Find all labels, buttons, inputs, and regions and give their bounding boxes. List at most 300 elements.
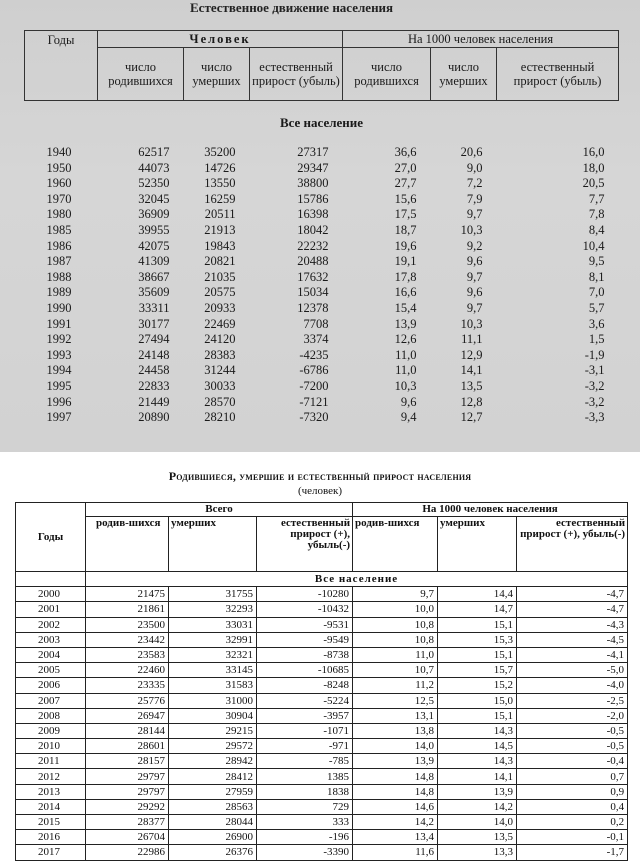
cell-rate-died: 9,6 <box>466 254 483 269</box>
cell-year: 1994 <box>46 363 72 378</box>
cell-year: 1987 <box>46 254 72 269</box>
cell-growth: 12378 <box>297 300 329 315</box>
col-years-header: Годы <box>25 31 98 101</box>
cell-rate-died: 9,7 <box>466 300 483 315</box>
col-growth-header: естественный прирост (+), убыль(-) <box>257 517 353 572</box>
col-born-header: родив-шихся <box>86 517 169 572</box>
cell-growth: 27317 <box>297 145 329 159</box>
cell-died: 30033 <box>204 378 236 393</box>
table-row <box>16 617 628 632</box>
cell-rate-born: 11,0 <box>395 363 417 378</box>
cell-growth: -10685 <box>257 663 353 678</box>
cell-born: 42075 <box>138 238 170 253</box>
cell-year: 2012 <box>16 769 86 784</box>
cell-rate-died: 9,0 <box>466 160 483 175</box>
cell-rate-died: 15,2 <box>438 678 517 693</box>
cell-rate-born: 14,6 <box>353 799 438 814</box>
cell-growth: -7320 <box>299 410 329 425</box>
cell-rate-died: 7,2 <box>466 176 483 191</box>
scan-title: Естественное движение населения <box>190 0 394 15</box>
section-label: Все население <box>279 115 364 130</box>
cell-born: 23500 <box>86 617 169 632</box>
table-row <box>25 161 619 177</box>
cell-rate-born: 9,4 <box>400 410 417 425</box>
cell-rate-growth: -4,3 <box>517 617 628 632</box>
table-row <box>16 632 628 647</box>
cell-born: 26704 <box>86 830 169 845</box>
col-rate-growth-header: естественный прирост (убыль) <box>497 48 619 101</box>
table-row <box>25 207 619 223</box>
cell-year: 2002 <box>16 617 86 632</box>
cell-year: 2008 <box>16 708 86 723</box>
cell-growth: -3390 <box>257 845 353 860</box>
cell-born: 26947 <box>86 708 169 723</box>
historical-table <box>24 30 619 426</box>
cell-died: 32991 <box>169 632 257 647</box>
cell-rate-growth: 16,0 <box>582 145 605 159</box>
cell-rate-died: 14,2 <box>438 799 517 814</box>
col-rate-born-header: число родившихся <box>343 48 431 101</box>
cell-rate-growth: 1,5 <box>588 332 605 347</box>
table-row <box>25 239 619 255</box>
cell-rate-born: 19,1 <box>394 254 417 269</box>
cell-rate-born: 11,0 <box>395 347 417 362</box>
cell-year: 2006 <box>16 678 86 693</box>
cell-rate-born: 13,4 <box>353 830 438 845</box>
cell-born: 44073 <box>138 160 170 175</box>
cell-born: 28377 <box>86 815 169 830</box>
table-subtitle: (человек) <box>297 485 343 497</box>
cell-rate-died: 15,0 <box>438 693 517 708</box>
cell-born: 62517 <box>138 145 170 159</box>
col-died-header: умерших <box>169 517 257 572</box>
cell-died: 28942 <box>169 754 257 769</box>
cell-died: 20821 <box>204 254 236 269</box>
table-row <box>16 602 628 617</box>
cell-rate-growth: 0,2 <box>517 815 628 830</box>
cell-rate-growth: 0,7 <box>517 769 628 784</box>
cell-rate-growth: -0,1 <box>517 830 628 845</box>
cell-born: 52350 <box>138 176 170 191</box>
cell-rate-born: 10,8 <box>353 632 438 647</box>
cell-rate-died: 13,3 <box>438 845 517 860</box>
cell-rate-growth: 8,4 <box>588 222 605 237</box>
cell-died: 16259 <box>204 191 236 206</box>
cell-rate-growth: -4,5 <box>517 632 628 647</box>
cell-born: 25776 <box>86 693 169 708</box>
cell-rate-born: 14,2 <box>353 815 438 830</box>
cell-rate-born: 19,6 <box>394 238 417 253</box>
table-row <box>16 723 628 738</box>
cell-died: 27959 <box>169 784 257 799</box>
cell-growth: 16398 <box>297 207 329 222</box>
cell-growth: 729 <box>257 799 353 814</box>
group-people-header: Человек <box>98 31 343 48</box>
cell-year: 1960 <box>46 176 72 191</box>
cell-rate-growth: 0,9 <box>517 784 628 799</box>
cell-rate-died: 9,6 <box>466 285 483 300</box>
table-row <box>25 285 619 301</box>
modern-table-section <box>0 452 640 864</box>
col-rate-born-header: родив-шихся <box>353 517 438 572</box>
cell-rate-born: 10,0 <box>353 602 438 617</box>
cell-died: 28383 <box>204 347 236 362</box>
cell-born: 22986 <box>86 845 169 860</box>
cell-year: 2011 <box>16 754 86 769</box>
cell-rate-died: 9,2 <box>466 238 483 253</box>
cell-rate-growth: -1,7 <box>517 845 628 860</box>
cell-died: 32321 <box>169 647 257 662</box>
cell-rate-born: 10,8 <box>353 617 438 632</box>
cell-died: 26900 <box>169 830 257 845</box>
cell-year: 1989 <box>46 285 72 300</box>
cell-rate-died: 14,1 <box>460 363 483 378</box>
cell-died: 28210 <box>204 410 236 425</box>
cell-rate-died: 13,5 <box>460 378 483 393</box>
cell-born: 24458 <box>138 363 170 378</box>
cell-died: 26376 <box>169 845 257 860</box>
cell-rate-growth: 10,4 <box>582 238 605 253</box>
cell-growth: 15034 <box>297 285 329 300</box>
cell-growth: 1385 <box>257 769 353 784</box>
cell-rate-born: 27,7 <box>394 176 417 191</box>
table-row <box>25 254 619 270</box>
cell-rate-died: 14,5 <box>438 739 517 754</box>
cell-born: 29797 <box>86 784 169 799</box>
cell-growth: -7200 <box>299 378 329 393</box>
cell-died: 28044 <box>169 815 257 830</box>
cell-rate-born: 10,7 <box>353 663 438 678</box>
cell-born: 27494 <box>138 332 170 347</box>
cell-growth: 38800 <box>297 176 329 191</box>
cell-rate-growth: 3,6 <box>588 316 605 331</box>
cell-rate-born: 27,0 <box>394 160 417 175</box>
cell-born: 41309 <box>138 254 170 269</box>
cell-rate-born: 14,8 <box>353 784 438 799</box>
cell-rate-died: 14,4 <box>438 587 517 602</box>
table-row <box>16 799 628 814</box>
table-title: Родившиеся, умершие и естественный прирост населения <box>168 469 472 483</box>
table-row <box>25 270 619 286</box>
cell-born: 30177 <box>138 316 170 331</box>
cell-rate-growth: -4,1 <box>517 647 628 662</box>
cell-rate-growth: -0,5 <box>517 739 628 754</box>
cell-rate-born: 10,3 <box>394 378 417 393</box>
cell-rate-died: 12,7 <box>460 410 483 425</box>
table-row <box>25 348 619 364</box>
cell-rate-died: 9,7 <box>466 207 483 222</box>
cell-rate-died: 14,3 <box>438 723 517 738</box>
cell-rate-growth: 9,5 <box>588 254 605 269</box>
cell-born: 24148 <box>138 347 170 362</box>
cell-rate-died: 12,9 <box>460 347 483 362</box>
cell-rate-born: 11,2 <box>353 678 438 693</box>
cell-died: 29572 <box>169 739 257 754</box>
cell-growth: 3374 <box>303 332 329 347</box>
cell-year: 1950 <box>46 160 72 175</box>
cell-rate-growth: 8,1 <box>588 269 605 284</box>
cell-rate-born: 11,0 <box>353 647 438 662</box>
cell-died: 33031 <box>169 617 257 632</box>
table-row <box>16 663 628 678</box>
table-row <box>25 223 619 239</box>
cell-growth: 29347 <box>297 160 329 175</box>
cell-died: 30904 <box>169 708 257 723</box>
cell-growth: -8738 <box>257 647 353 662</box>
cell-rate-died: 12,8 <box>460 394 483 409</box>
cell-died: 29215 <box>169 723 257 738</box>
cell-born: 21861 <box>86 602 169 617</box>
cell-rate-born: 11,6 <box>353 845 438 860</box>
cell-growth: 22232 <box>297 238 329 253</box>
cell-born: 35609 <box>138 285 170 300</box>
cell-rate-growth: -5,0 <box>517 663 628 678</box>
col-born-header: число родившихся <box>98 48 184 101</box>
cell-growth: -10280 <box>257 587 353 602</box>
cell-died: 20511 <box>204 207 236 222</box>
cell-growth: 333 <box>257 815 353 830</box>
cell-died: 14726 <box>204 160 236 175</box>
table-row <box>16 845 628 860</box>
cell-year: 2017 <box>16 845 86 860</box>
cell-growth: -8248 <box>257 678 353 693</box>
cell-rate-died: 14,7 <box>438 602 517 617</box>
cell-growth: -7121 <box>299 394 329 409</box>
cell-rate-growth: -4,7 <box>517 587 628 602</box>
cell-rate-born: 13,1 <box>353 708 438 723</box>
cell-rate-died: 15,3 <box>438 632 517 647</box>
cell-died: 31244 <box>204 363 236 378</box>
cell-year: 2009 <box>16 723 86 738</box>
cell-year: 1991 <box>46 316 72 331</box>
cell-rate-died: 13,9 <box>438 784 517 799</box>
cell-born: 36909 <box>138 207 170 222</box>
cell-growth: -10432 <box>257 602 353 617</box>
cell-growth: 15786 <box>297 191 329 206</box>
cell-rate-growth: -1,9 <box>584 347 605 362</box>
cell-rate-growth: 20,5 <box>582 176 605 191</box>
cell-rate-died: 14,1 <box>438 769 517 784</box>
cell-died: 20933 <box>204 300 236 315</box>
cell-rate-growth: -2,0 <box>517 708 628 723</box>
cell-growth: -196 <box>257 830 353 845</box>
cell-year: 2013 <box>16 784 86 799</box>
table-row <box>16 769 628 784</box>
cell-died: 32293 <box>169 602 257 617</box>
cell-year: 1990 <box>46 300 72 315</box>
cell-rate-died: 7,9 <box>466 191 483 206</box>
cell-died: 13550 <box>204 176 236 191</box>
cell-year: 1992 <box>46 332 72 347</box>
table-row <box>25 410 619 426</box>
cell-year: 2016 <box>16 830 86 845</box>
cell-died: 31755 <box>169 587 257 602</box>
table-row <box>16 587 628 602</box>
cell-growth: -971 <box>257 739 353 754</box>
cell-died: 28570 <box>204 394 236 409</box>
cell-rate-growth: -3,1 <box>584 363 605 378</box>
cell-growth: -3957 <box>257 708 353 723</box>
cell-rate-died: 15,7 <box>438 663 517 678</box>
cell-year: 1985 <box>46 222 72 237</box>
table-row <box>25 192 619 208</box>
cell-rate-died: 9,7 <box>466 269 483 284</box>
cell-year: 2010 <box>16 739 86 754</box>
cell-born: 29797 <box>86 769 169 784</box>
cell-growth: -785 <box>257 754 353 769</box>
cell-born: 29292 <box>86 799 169 814</box>
cell-rate-died: 20,6 <box>460 145 483 159</box>
cell-rate-born: 15,6 <box>394 191 417 206</box>
cell-rate-growth: -2,5 <box>517 693 628 708</box>
cell-growth: -4235 <box>299 347 329 362</box>
cell-rate-growth: 0,4 <box>517 799 628 814</box>
cell-died: 28412 <box>169 769 257 784</box>
cell-rate-died: 14,0 <box>438 815 517 830</box>
cell-rate-growth: -0,4 <box>517 754 628 769</box>
table-row <box>16 693 628 708</box>
table-row <box>25 317 619 333</box>
cell-rate-born: 9,6 <box>400 394 417 409</box>
cell-rate-growth: -4,7 <box>517 602 628 617</box>
cell-born: 21475 <box>86 587 169 602</box>
cell-rate-died: 13,5 <box>438 830 517 845</box>
cell-died: 21035 <box>204 269 236 284</box>
cell-died: 24120 <box>204 332 236 347</box>
cell-rate-died: 10,3 <box>460 316 483 331</box>
cell-died: 20575 <box>204 285 236 300</box>
cell-rate-growth: 7,8 <box>588 207 605 222</box>
cell-died: 21913 <box>204 222 236 237</box>
cell-rate-born: 18,7 <box>394 222 417 237</box>
cell-born: 28144 <box>86 723 169 738</box>
cell-year: 2004 <box>16 647 86 662</box>
cell-rate-born: 12,5 <box>353 693 438 708</box>
col-years-header: Годы <box>16 503 86 572</box>
cell-growth: 1838 <box>257 784 353 799</box>
cell-rate-born: 9,7 <box>353 587 438 602</box>
cell-born: 21449 <box>138 394 170 409</box>
cell-born: 20890 <box>138 410 170 425</box>
cell-rate-born: 12,6 <box>394 332 417 347</box>
cell-year: 2000 <box>16 587 86 602</box>
cell-rate-born: 14,0 <box>353 739 438 754</box>
cell-year: 2005 <box>16 663 86 678</box>
cell-died: 19843 <box>204 238 236 253</box>
col-growth-header: естественный прирост (убыль) <box>250 48 343 101</box>
cell-rate-growth: -0,5 <box>517 723 628 738</box>
col-rate-died-header: число умерших <box>431 48 497 101</box>
table-row <box>25 145 619 161</box>
cell-born: 33311 <box>138 300 170 315</box>
cell-year: 1993 <box>46 347 72 362</box>
cell-year: 2003 <box>16 632 86 647</box>
cell-year: 1980 <box>46 207 72 222</box>
cell-died: 31000 <box>169 693 257 708</box>
table-row <box>16 784 628 799</box>
cell-rate-died: 15,1 <box>438 617 517 632</box>
table-row <box>16 830 628 845</box>
table-row <box>25 395 619 411</box>
table-row <box>16 647 628 662</box>
cell-growth: 18042 <box>297 222 329 237</box>
cell-growth: -9549 <box>257 632 353 647</box>
cell-rate-growth: 18,0 <box>582 160 605 175</box>
cell-growth: -5224 <box>257 693 353 708</box>
cell-growth: -1071 <box>257 723 353 738</box>
cell-rate-growth: -3,3 <box>584 410 605 425</box>
table-row <box>16 754 628 769</box>
cell-year: 2007 <box>16 693 86 708</box>
modern-table <box>15 502 628 861</box>
cell-died: 31583 <box>169 678 257 693</box>
cell-died: 33145 <box>169 663 257 678</box>
cell-rate-born: 17,5 <box>394 207 417 222</box>
cell-rate-born: 13,8 <box>353 723 438 738</box>
cell-growth: -9531 <box>257 617 353 632</box>
cell-growth: 7708 <box>303 316 329 331</box>
col-died-header: число умерших <box>184 48 250 101</box>
table-row <box>16 708 628 723</box>
cell-born: 28601 <box>86 739 169 754</box>
cell-rate-died: 10,3 <box>460 222 483 237</box>
cell-born: 22460 <box>86 663 169 678</box>
cell-rate-died: 14,3 <box>438 754 517 769</box>
cell-rate-growth: -4,0 <box>517 678 628 693</box>
cell-born: 39955 <box>138 222 170 237</box>
cell-year: 1986 <box>46 238 72 253</box>
cell-rate-growth: -3,2 <box>584 378 605 393</box>
cell-year: 2015 <box>16 815 86 830</box>
cell-died: 35200 <box>204 145 236 159</box>
cell-year: 1988 <box>46 269 72 284</box>
table-row <box>25 379 619 395</box>
cell-rate-growth: 5,7 <box>588 300 605 315</box>
group-per1000-header: На 1000 человек населения <box>353 503 628 517</box>
col-rate-died-header: умерших <box>438 517 517 572</box>
table-row <box>16 739 628 754</box>
table-row <box>25 301 619 317</box>
cell-rate-born: 13,9 <box>394 316 417 331</box>
table-row <box>16 678 628 693</box>
cell-rate-growth: -3,2 <box>584 394 605 409</box>
cell-rate-born: 17,8 <box>394 269 417 284</box>
cell-born: 23442 <box>86 632 169 647</box>
cell-year: 1997 <box>46 410 72 425</box>
cell-born: 23335 <box>86 678 169 693</box>
cell-born: 32045 <box>138 191 170 206</box>
cell-year: 2001 <box>16 602 86 617</box>
cell-rate-growth: 7,0 <box>588 285 605 300</box>
cell-rate-born: 13,9 <box>353 754 438 769</box>
cell-growth: 20488 <box>297 254 329 269</box>
table-row <box>25 176 619 192</box>
cell-year: 1940 <box>46 145 72 159</box>
cell-rate-died: 11,1 <box>461 332 483 347</box>
col-rate-growth-header: естественный прирост (+), убыль(-) <box>517 517 628 572</box>
cell-year: 1996 <box>46 394 72 409</box>
cell-born: 22833 <box>138 378 170 393</box>
table-row <box>16 815 628 830</box>
cell-rate-born: 16,6 <box>394 285 417 300</box>
cell-rate-died: 15,1 <box>438 647 517 662</box>
cell-born: 23583 <box>86 647 169 662</box>
cell-rate-born: 15,4 <box>394 300 417 315</box>
cell-growth: -6786 <box>299 363 329 378</box>
table-row <box>25 363 619 379</box>
cell-rate-growth: 7,7 <box>588 191 605 206</box>
table-row <box>25 332 619 348</box>
